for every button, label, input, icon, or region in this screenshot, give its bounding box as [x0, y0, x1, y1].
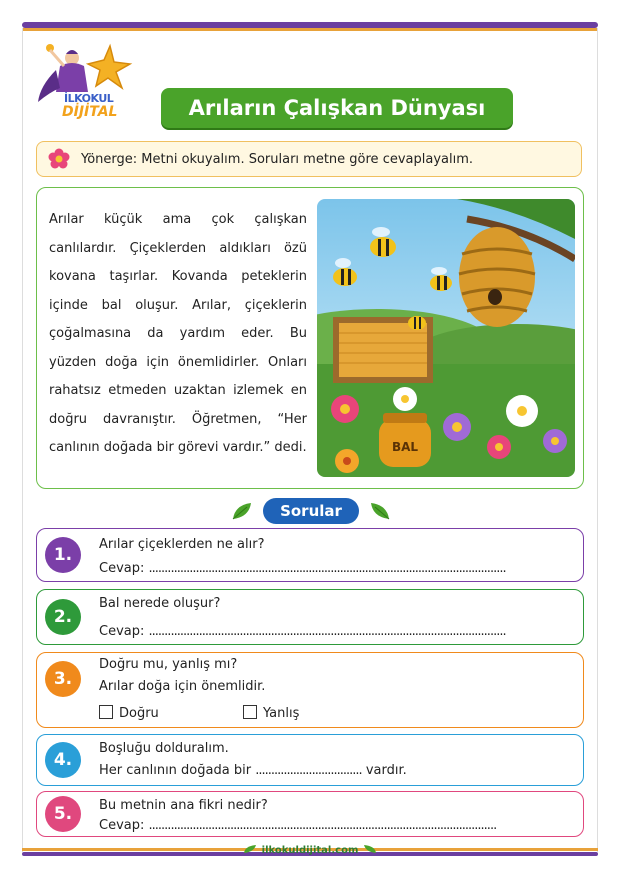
question-3-statement: Arılar doğa için önemlidir. — [99, 679, 266, 694]
option-false-label: Yanlış — [263, 706, 300, 721]
question-number-badge: 4. — [45, 742, 81, 778]
questions-header — [263, 498, 359, 524]
instruction-text: Yönerge: Metni okuyalım. Soruları metne göre cevaplayalım. — [81, 151, 474, 167]
bee-icon — [408, 316, 426, 330]
instruction-box — [36, 141, 582, 177]
question-number-badge: 3. — [45, 661, 81, 697]
answer-line[interactable] — [99, 624, 506, 639]
question-1-text: Arılar çiçeklerden ne alır? — [99, 537, 265, 552]
option-true[interactable] — [99, 705, 159, 721]
question-5-box — [36, 791, 584, 837]
fill-after: vardır. — [365, 763, 407, 778]
checkbox-true[interactable] — [99, 705, 113, 719]
question-number-badge: 1. — [45, 537, 81, 573]
jar-label: BAL — [391, 440, 419, 454]
answer-dots: .................................................................................................................. — [148, 624, 506, 639]
footer — [0, 838, 620, 857]
answer-label: Cevap: — [99, 818, 145, 833]
story-box — [36, 187, 584, 489]
top-border-accent — [22, 28, 598, 31]
answer-line[interactable] — [99, 561, 506, 576]
fill-dots: .................................. — [255, 763, 362, 778]
page-title: Arıların Çalışkan Dünyası — [188, 96, 486, 120]
question-number-badge: 5. — [45, 796, 81, 832]
answer-line[interactable] — [99, 818, 496, 833]
title-banner — [161, 88, 513, 128]
question-3-text: Doğru mu, yanlış mı? — [99, 657, 238, 672]
answer-dots: ............................................................................................................... — [148, 818, 497, 833]
bee-hive-illustration — [317, 199, 575, 477]
checkbox-false[interactable] — [243, 705, 257, 719]
leaf-icon — [367, 501, 391, 521]
question-4-text: Boşluğu dolduralım. — [99, 741, 229, 756]
question-2-box — [36, 589, 584, 645]
leaf-icon — [363, 844, 377, 854]
question-4-box — [36, 734, 584, 786]
leaf-icon — [243, 844, 257, 854]
question-number-badge: 2. — [45, 599, 81, 635]
right-border — [597, 28, 598, 852]
flower-icon — [47, 147, 71, 171]
honey-jar-icon — [379, 413, 431, 467]
question-3-box — [36, 652, 584, 728]
answer-label: Cevap: — [99, 624, 145, 639]
questions-header-label: Sorular — [280, 502, 342, 520]
question-1-box — [36, 528, 584, 582]
story-text: Arılar küçük ama çok çalışkan canlılardır. Çiçeklerden aldıkları özü kovana taşırlar. Kovanda peteklerin içinde bal oluşur. Arılar, çiçeklerin çoğalmasına da yardım eder. Bu yüzden doğa için önemlidirler. Onları rahatsız etmeden uzaktan izlemek en doğru davranıştır. Öğretmen, “Her canlının doğada bir görevi vardır.” dedi. — [49, 212, 307, 455]
question-2-text: Bal nerede oluşur? — [99, 596, 221, 611]
footer-url[interactable]: ilkokuldijital.com — [261, 845, 359, 856]
option-false[interactable] — [243, 705, 299, 721]
leaf-icon — [231, 501, 255, 521]
fill-blank-line[interactable] — [99, 763, 407, 778]
logo-text-line1: İLKOKUL — [64, 92, 114, 105]
answer-dots: .................................................................................................................. — [148, 561, 506, 576]
beehive-icon — [459, 227, 535, 327]
logo-text-line2: DİJİTAL — [62, 104, 118, 120]
left-border — [22, 28, 23, 852]
fill-before: Her canlının doğada bir — [99, 763, 252, 778]
option-true-label: Doğru — [119, 706, 159, 721]
question-5-text: Bu metnin ana fikri nedir? — [99, 798, 268, 813]
answer-label: Cevap: — [99, 561, 145, 576]
